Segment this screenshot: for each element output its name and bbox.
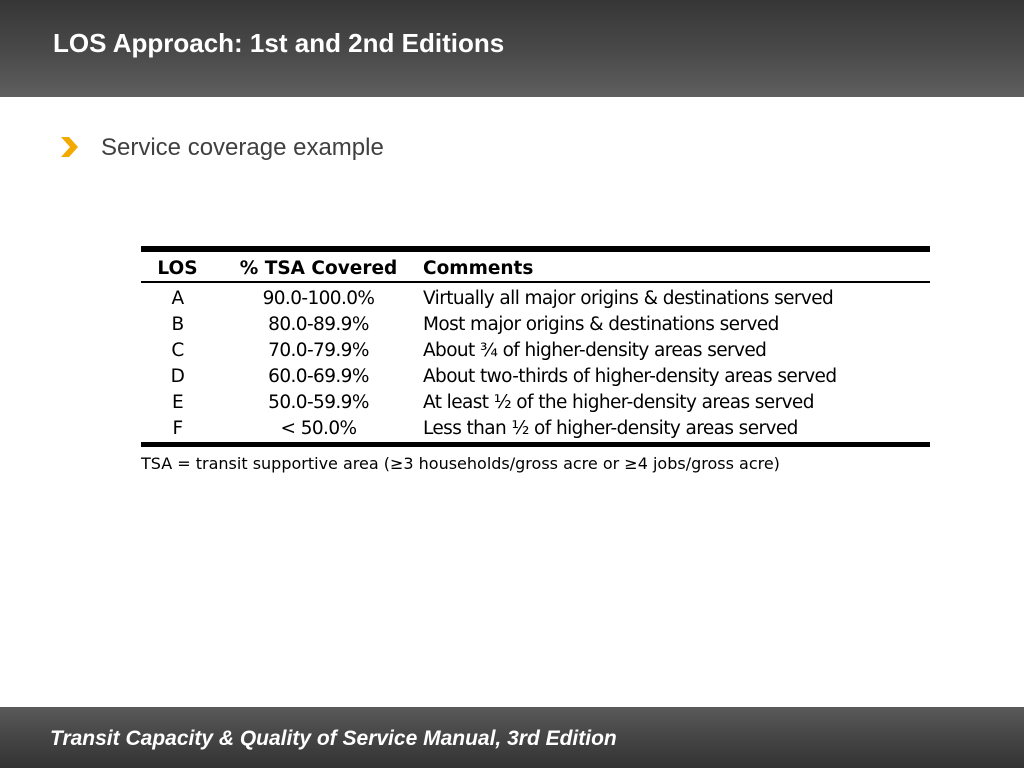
cell-tsa-covered: 80.0-89.9%: [268, 314, 369, 335]
table-row: [141, 416, 930, 445]
cell-comments: About ¾ of higher-density areas served: [423, 340, 767, 361]
cell-los: E: [171, 392, 184, 413]
cell-tsa-covered: 50.0-59.9%: [268, 392, 369, 413]
los-table: [141, 246, 930, 447]
chevron-right-icon: [58, 135, 80, 159]
cell-los: F: [172, 418, 183, 439]
cell-comments: Most major origins & destinations served: [423, 314, 779, 335]
header-tsa-covered: % TSA Covered: [239, 257, 398, 279]
footer-text: Transit Capacity & Quality of Service Manual, 3rd Edition: [50, 727, 617, 750]
bullet-text: Service coverage example: [101, 134, 384, 161]
cell-comments: Less than ½ of higher-density areas served: [423, 418, 798, 439]
cell-comments: At least ½ of the higher-density areas served: [423, 392, 814, 413]
table-footnote: TSA = transit supportive area (≥3 households/gross acre or ≥4 jobs/gross acre): [141, 454, 780, 473]
title-bar: [0, 0, 1024, 97]
table-row: [141, 364, 930, 390]
cell-comments: About two-thirds of higher-density areas served: [423, 366, 837, 387]
table-row: [141, 282, 930, 312]
cell-los: C: [171, 340, 184, 361]
table-row: [141, 338, 930, 364]
slide-title: LOS Approach: 1st and 2nd Editions: [53, 28, 505, 58]
cell-comments: Virtually all major origins & destinations served: [423, 288, 834, 309]
table-header-row: [141, 249, 930, 282]
cell-los: D: [170, 366, 185, 387]
cell-tsa-covered: < 50.0%: [280, 418, 357, 439]
table-row: [141, 390, 930, 416]
cell-tsa-covered: 90.0-100.0%: [262, 288, 375, 309]
table-row: [141, 312, 930, 338]
cell-tsa-covered: 70.0-79.9%: [268, 340, 369, 361]
header-los: LOS: [157, 257, 198, 279]
cell-los: B: [171, 314, 184, 335]
cell-tsa-covered: 60.0-69.9%: [268, 366, 369, 387]
header-comments: Comments: [423, 257, 534, 279]
cell-los: A: [171, 288, 184, 309]
footer-bar: [0, 707, 1024, 768]
